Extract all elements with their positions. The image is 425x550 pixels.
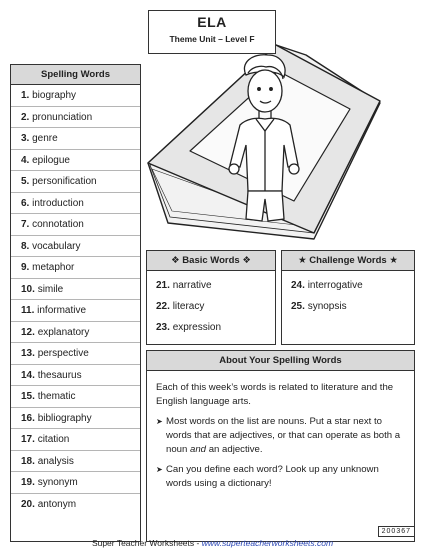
word-text: informative	[37, 305, 87, 316]
spelling-word-item	[11, 257, 140, 279]
word-number: 21.	[156, 280, 170, 291]
word-text: connotation	[32, 219, 84, 230]
word-text: antonym	[37, 498, 77, 510]
word-text: synopsis	[307, 301, 347, 312]
about-intro: Each of this week’s words is related to literature and the English language arts.	[156, 382, 394, 407]
word-number: 8.	[21, 240, 30, 252]
footer	[0, 538, 425, 548]
spelling-words-heading: Spelling Words	[11, 65, 140, 85]
spelling-word-item	[11, 214, 140, 236]
word-text: pronunciation	[32, 111, 93, 123]
arrow-bullet-icon: ➤	[156, 417, 163, 426]
footer-link[interactable]: www.superteacherworksheets.com	[201, 538, 334, 548]
spelling-word-item	[11, 300, 140, 322]
basic-word-item	[156, 296, 275, 317]
challenge-word-item	[291, 275, 414, 296]
word-number: 4.	[21, 154, 30, 166]
spelling-words-list	[11, 85, 140, 515]
word-text: vocabulary	[32, 240, 81, 252]
word-number: 22.	[156, 301, 170, 312]
about-bullet-1-emphasis: and	[190, 444, 207, 455]
word-number: 9.	[21, 262, 30, 273]
word-text: perspective	[37, 348, 89, 359]
basic-words-list	[147, 271, 275, 338]
basic-word-item	[156, 275, 275, 296]
spelling-word-item	[11, 386, 140, 408]
arrow-bullet-icon: ➤	[156, 465, 163, 474]
word-text: analysis	[37, 455, 74, 467]
about-bullet-1	[156, 415, 404, 457]
about-bullet-1-text-b: an adjective.	[206, 444, 263, 455]
word-number: 23.	[156, 322, 170, 333]
word-number: 2.	[21, 111, 30, 123]
word-text: personification	[32, 176, 97, 187]
spelling-word-item	[11, 279, 140, 301]
spelling-word-item	[11, 451, 140, 473]
word-text: thematic	[37, 391, 76, 402]
word-text: biography	[32, 90, 77, 101]
word-text: genre	[32, 133, 58, 144]
word-number: 14.	[21, 369, 35, 381]
title-box	[148, 10, 276, 54]
about-body	[147, 371, 414, 491]
challenge-words-list	[282, 271, 414, 317]
word-number: 24.	[291, 280, 305, 291]
footer-prefix: Super Teacher Worksheets -	[91, 538, 202, 548]
spelling-words-panel	[10, 64, 141, 542]
spelling-word-item	[11, 193, 140, 215]
spelling-word-item	[11, 128, 140, 150]
spelling-word-item	[11, 85, 140, 107]
spelling-word-item	[11, 408, 140, 430]
word-text: simile	[37, 283, 64, 295]
basic-word-item	[156, 317, 275, 338]
word-text: metaphor	[32, 262, 75, 273]
word-text: explanatory	[37, 326, 90, 338]
spelling-word-item	[11, 150, 140, 172]
spelling-word-item	[11, 472, 140, 494]
spelling-word-item	[11, 322, 140, 344]
about-bullet-2	[156, 463, 404, 491]
spelling-word-item	[11, 494, 140, 516]
word-number: 12.	[21, 326, 35, 338]
word-number: 13.	[21, 348, 35, 359]
word-number: 10.	[21, 283, 35, 295]
word-text: bibliography	[37, 412, 92, 424]
worksheet-code: 200367	[378, 526, 415, 537]
word-number: 18.	[21, 455, 35, 467]
word-text: epilogue	[32, 154, 70, 166]
spelling-word-item	[11, 107, 140, 129]
word-number: 15.	[21, 391, 35, 402]
word-text: synonym	[37, 477, 78, 488]
word-number: 25.	[291, 301, 305, 312]
spelling-word-item	[11, 365, 140, 387]
page-title: ELA	[197, 14, 227, 30]
basic-words-panel	[146, 250, 276, 345]
word-text: interrogative	[307, 280, 363, 291]
page-subtitle: Theme Unit – Level F	[169, 34, 255, 44]
word-number: 7.	[21, 219, 30, 230]
word-text: expression	[172, 322, 222, 333]
word-text: narrative	[172, 280, 212, 291]
word-text: thesaurus	[37, 369, 82, 381]
word-number: 19.	[21, 477, 35, 488]
challenge-words-heading: ★ Challenge Words ★	[282, 251, 414, 271]
basic-words-heading: ❖ Basic Words ❖	[147, 251, 275, 271]
about-bullet-2-text: Can you define each word? Look up any unknown words using a dictionary!	[166, 464, 379, 489]
word-text: introduction	[32, 197, 84, 209]
about-bullet-1-text-a: Most words on the list are nouns. Put a star next to words that are adjectives, or that can operate as both a noun	[166, 416, 401, 455]
spelling-word-item	[11, 429, 140, 451]
word-text: citation	[37, 434, 70, 445]
challenge-words-panel	[281, 250, 415, 345]
word-text: literacy	[172, 301, 205, 312]
spelling-word-item	[11, 343, 140, 365]
word-number: 17.	[21, 434, 35, 445]
word-number: 20.	[21, 498, 35, 510]
spelling-word-item	[11, 171, 140, 193]
word-number: 3.	[21, 133, 30, 144]
spelling-word-item	[11, 236, 140, 258]
about-heading: About Your Spelling Words	[147, 351, 414, 371]
challenge-word-item	[291, 296, 414, 317]
word-number: 11.	[21, 305, 35, 316]
word-number: 5.	[21, 176, 30, 187]
word-number: 16.	[21, 412, 35, 424]
word-number: 1.	[21, 90, 30, 101]
word-number: 6.	[21, 197, 30, 209]
about-panel	[146, 350, 415, 542]
